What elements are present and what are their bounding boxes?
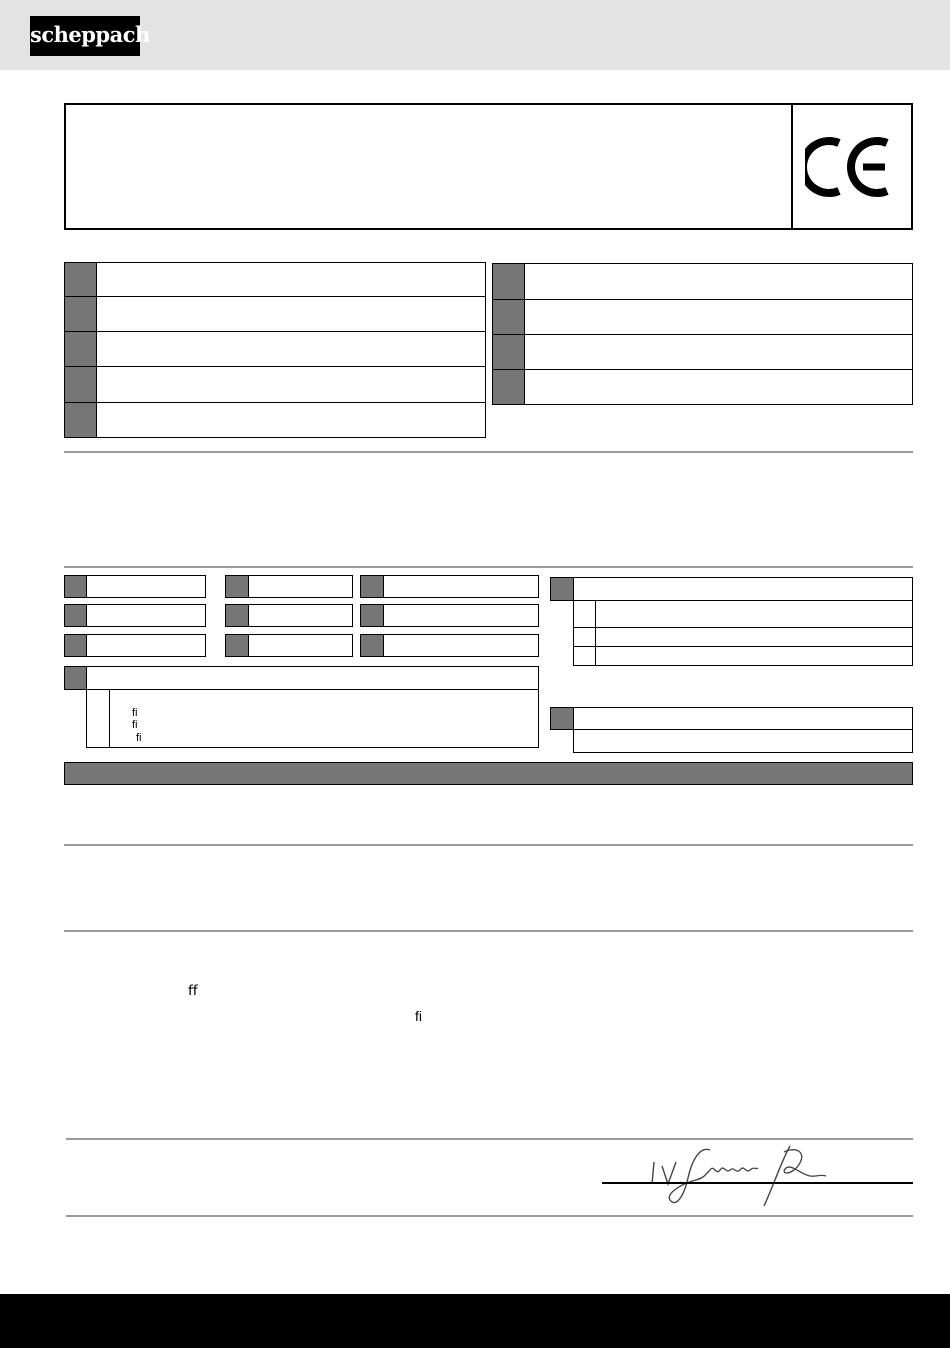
grid-marker [225,575,249,598]
field-row [64,402,486,438]
section-bar [64,762,913,785]
panel-header [550,577,913,601]
field-label-cell [64,331,97,367]
block-header [64,666,539,690]
signature-line [602,1182,913,1184]
block-body-index [86,689,110,748]
grid-marker [64,604,87,627]
panel-row-index [573,600,596,628]
footer-band [0,1294,950,1348]
panel-row [573,600,913,628]
ligature-fi: ﬁ [415,1008,422,1024]
grid-marker [225,604,249,627]
ce-mark-icon [805,135,895,199]
field-row [492,263,913,300]
field-row [64,366,486,403]
field-label-cell [64,262,97,297]
grid-marker [360,634,384,657]
grid-marker [64,634,87,657]
panel-header [550,707,913,730]
ligature-fi: ﬁ [132,719,138,731]
grid-marker [64,575,87,598]
panel-row-index [573,646,596,666]
field-row [492,334,913,370]
divider [64,930,913,932]
panel-row [573,627,913,647]
field-label-cell [492,369,525,405]
field-row [64,296,486,332]
grid-marker [360,575,384,598]
ligature-fi: ﬁ [136,732,142,744]
grid-cell [360,604,539,627]
field-label-cell [492,299,525,335]
panel-row-index [573,627,596,647]
grid-marker [225,634,249,657]
block-body [86,689,539,748]
field-label-cell [492,334,525,370]
panel-marker [550,707,574,730]
field-row [492,299,913,335]
divider [66,1215,913,1217]
field-label-cell [64,296,97,332]
grid-marker [360,604,384,627]
field-row [492,369,913,405]
signature-image [640,1140,830,1212]
panel-row [573,729,913,753]
ligature-fi: ﬁ [132,707,138,719]
grid-cell [360,575,539,598]
divider [64,451,913,453]
ligature-ff: ﬀ [188,982,198,998]
field-label-cell [492,263,525,300]
brand-logo: scheppach [30,16,140,56]
field-label-cell [64,402,97,438]
panel-marker [550,577,574,601]
grid-cell [360,634,539,657]
divider [64,844,913,846]
divider [64,566,913,568]
panel-row [573,646,913,666]
field-label-cell [64,366,97,403]
block-marker [64,666,87,690]
field-row [64,262,486,297]
field-row [64,331,486,367]
title-box [64,103,793,230]
